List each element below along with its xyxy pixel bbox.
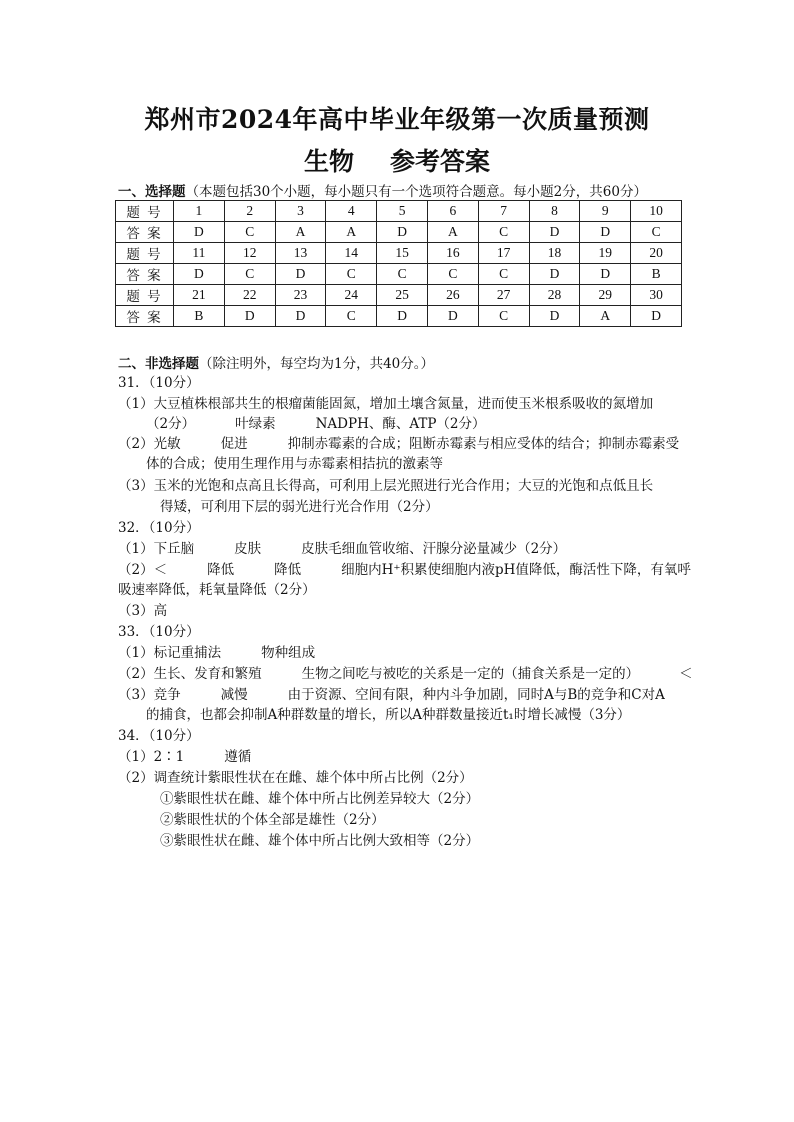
question-number-cell: 11 <box>174 243 225 264</box>
q33-line3c: 由于资源、空间有限，种内斗争加剧，同时A与B的竞争和C对A <box>287 687 665 703</box>
answer-cell: C <box>631 222 682 243</box>
answer-cell: C <box>427 264 478 285</box>
answer-cell: C <box>377 264 428 285</box>
section1-title: 一、选择题 <box>118 184 186 200</box>
q34-line1 <box>118 747 251 767</box>
q34-line1a: （1）2∶1 <box>118 749 185 765</box>
row-label-number: 题 号 <box>116 243 174 264</box>
doc-label: 参考答案 <box>390 147 491 176</box>
q32-line2d: 细胞内H⁺积累使细胞内液pH值降低，酶活性下降，有氧呼 <box>341 562 691 578</box>
q32-line2b: 降低 <box>207 562 235 578</box>
answer-cell: B <box>174 306 225 327</box>
answer-cell: B <box>631 264 682 285</box>
section2-heading <box>118 352 434 372</box>
table-row <box>116 306 682 327</box>
section2-title: 二、非选择题 <box>118 356 199 372</box>
q31-line4: 体的合成；使用生理作用与赤霉素相拮抗的激素等 <box>146 456 443 472</box>
table-row <box>116 243 682 264</box>
page-subtitle <box>0 142 794 178</box>
table-row <box>116 264 682 285</box>
question-number-cell: 3 <box>275 201 326 222</box>
question-number-cell: 24 <box>326 285 377 306</box>
q33-line2a: （2）生长、发育和繁殖 <box>118 666 262 682</box>
question-number-cell: 4 <box>326 201 377 222</box>
q32-line1c: 皮肤毛细血管收缩、汗腺分泌量减少（2分） <box>301 541 567 557</box>
q33-line1b: 物种组成 <box>261 645 316 661</box>
section1-heading <box>118 180 647 200</box>
row-label-number: 题 号 <box>116 201 174 222</box>
table-row <box>116 201 682 222</box>
question-number-cell: 16 <box>427 243 478 264</box>
question-number-cell: 12 <box>224 243 275 264</box>
q34-line1b: 遵循 <box>224 749 252 765</box>
q32-line1b: 皮肤 <box>234 541 262 557</box>
page-title: 郑州市2024年高中毕业年级第一次质量预测 <box>144 105 650 134</box>
answer-cell: C <box>326 264 377 285</box>
row-label-answer: 答 案 <box>116 264 174 285</box>
row-label-number: 题 号 <box>116 285 174 306</box>
question-number-cell: 20 <box>631 243 682 264</box>
answer-cell: D <box>580 222 631 243</box>
q34-head: 34．（10分） <box>118 728 200 744</box>
answer-cell: D <box>529 264 580 285</box>
q31-line1: （1）大豆植株根部共生的根瘤菌能固氮，增加土壤含氮量，进而使玉米根系吸收的氮增加 <box>118 396 654 412</box>
question-number-cell: 13 <box>275 243 326 264</box>
q34-line4: ②紫眼性状的个体全部是雄性（2分） <box>160 812 385 828</box>
answer-cell: D <box>275 306 326 327</box>
question-number-cell: 26 <box>427 285 478 306</box>
question-number-cell: 15 <box>377 243 428 264</box>
q31-line2 <box>146 414 486 434</box>
q32-line1 <box>118 539 566 559</box>
q31-line3a: （2）光敏 <box>118 436 181 452</box>
answer-cell: D <box>275 264 326 285</box>
question-number-cell: 23 <box>275 285 326 306</box>
row-label-answer: 答 案 <box>116 222 174 243</box>
section2-note: （除注明外，每空均为1分，共40分。） <box>199 356 435 372</box>
q32-line2 <box>118 560 691 580</box>
q33-line3b: 减慢 <box>220 687 248 703</box>
q33-line3a: （3）竞争 <box>118 687 181 703</box>
q31-head: 31．（10分） <box>118 375 200 391</box>
q32-head: 32．（10分） <box>118 520 200 536</box>
answer-cell: D <box>377 306 428 327</box>
q31-line5: （3）玉米的光饱和点高且长得高，可利用上层光照进行光合作用；大豆的光饱和点低且长 <box>118 478 654 494</box>
q33-head: 33．（10分） <box>118 624 200 640</box>
question-number-cell: 25 <box>377 285 428 306</box>
q31-line3c: 抑制赤霉素的合成；阻断赤霉素与相应受体的结合；抑制赤霉素受 <box>287 436 680 452</box>
answer-cell: D <box>427 306 478 327</box>
section1-note: （本题包括30个小题，每小题只有一个选项符合题意。每小题2分，共60分） <box>185 184 647 200</box>
answer-cell: D <box>174 264 225 285</box>
subject-label: 生物 <box>303 147 354 176</box>
answer-cell: A <box>580 306 631 327</box>
q33-line2b: 生物之间吃与被吃的关系是一定的（捕食关系是一定的） <box>301 666 640 682</box>
question-number-cell: 1 <box>174 201 225 222</box>
q31-line2a: （2分） <box>146 416 196 432</box>
q33-line2 <box>118 664 693 684</box>
question-number-cell: 27 <box>478 285 529 306</box>
answer-cell: A <box>427 222 478 243</box>
q32-line1a: （1）下丘脑 <box>118 541 195 557</box>
table-row <box>116 222 682 243</box>
q32-line2c: 降低 <box>274 562 302 578</box>
question-number-cell: 17 <box>478 243 529 264</box>
question-number-cell: 2 <box>224 201 275 222</box>
table-row <box>116 285 682 306</box>
q33-line1a: （1）标记重捕法 <box>118 645 222 661</box>
q32-line3: 吸速率降低，耗氧量降低（2分） <box>118 582 316 598</box>
answer-cell: C <box>326 306 377 327</box>
q31-line3 <box>118 434 679 454</box>
answer-cell: D <box>377 222 428 243</box>
question-number-cell: 22 <box>224 285 275 306</box>
question-number-cell: 6 <box>427 201 478 222</box>
answer-cell: C <box>224 264 275 285</box>
answer-cell: C <box>478 306 529 327</box>
question-number-cell: 10 <box>631 201 682 222</box>
question-number-cell: 5 <box>377 201 428 222</box>
question-number-cell: 9 <box>580 201 631 222</box>
q32-line4: （3）高 <box>118 603 168 619</box>
answer-cell: D <box>529 306 580 327</box>
question-number-cell: 14 <box>326 243 377 264</box>
q34-line2: （2）调查统计紫眼性状在在雌、雄个体中所占比例（2分） <box>118 770 473 786</box>
q33-line4: 的捕食，也都会抑制A种群数量的增长，所以A种群数量接近t₁时增长减慢（3分） <box>146 707 631 723</box>
q34-line3: ①紫眼性状在雌、雄个体中所占比例差异较大（2分） <box>160 791 480 807</box>
answer-cell: D <box>631 306 682 327</box>
question-number-cell: 19 <box>580 243 631 264</box>
q33-line2c: ＜ <box>679 666 693 682</box>
q33-line1 <box>118 643 315 663</box>
answer-cell: C <box>478 264 529 285</box>
q34-line5: ③紫眼性状在雌、雄个体中所占比例大致相等（2分） <box>160 833 480 849</box>
answer-cell: D <box>580 264 631 285</box>
q31-line2b: 叶绿素 <box>235 416 276 432</box>
answer-cell: A <box>326 222 377 243</box>
q32-line2a: （2）＜ <box>118 562 168 578</box>
question-number-cell: 8 <box>529 201 580 222</box>
q31-line3b: 促进 <box>220 436 248 452</box>
answer-cell: A <box>275 222 326 243</box>
answer-cell: C <box>478 222 529 243</box>
answer-cell: D <box>529 222 580 243</box>
question-number-cell: 21 <box>174 285 225 306</box>
question-number-cell: 18 <box>529 243 580 264</box>
answer-cell: D <box>224 306 275 327</box>
q33-line3 <box>118 685 665 705</box>
q31-line2c: NADPH、酶、ATP（2分） <box>315 416 486 432</box>
question-number-cell: 29 <box>580 285 631 306</box>
question-number-cell: 28 <box>529 285 580 306</box>
answer-cell: D <box>174 222 225 243</box>
answer-cell: C <box>224 222 275 243</box>
question-number-cell: 30 <box>631 285 682 306</box>
row-label-answer: 答 案 <box>116 306 174 327</box>
answer-table <box>115 200 682 327</box>
q31-line6: 得矮，可利用下层的弱光进行光合作用（2分） <box>160 499 439 515</box>
question-number-cell: 7 <box>478 201 529 222</box>
